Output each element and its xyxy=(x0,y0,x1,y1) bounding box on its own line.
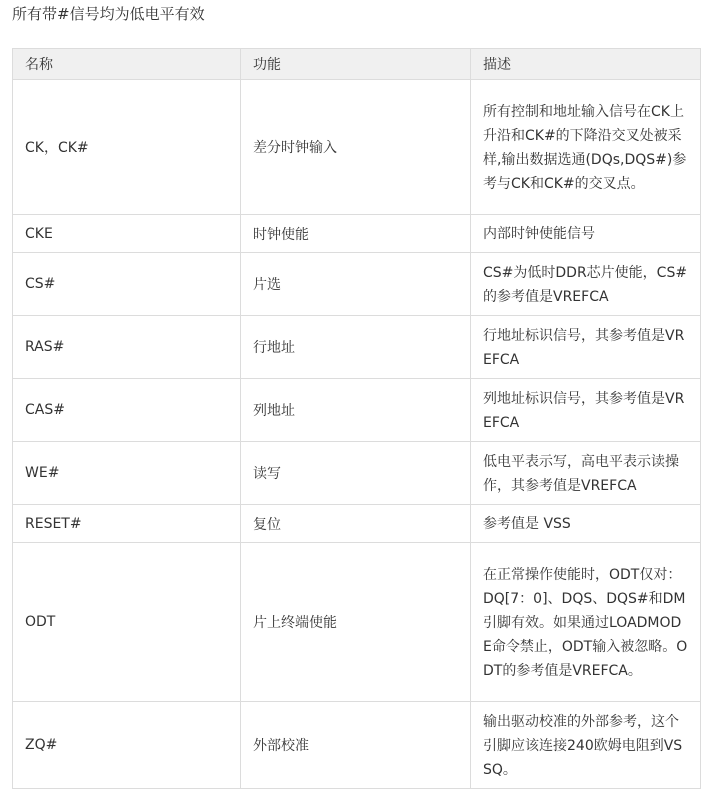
table-header-row xyxy=(13,49,701,80)
signal-name: RESET# xyxy=(13,505,241,543)
intro-text: 所有带#信号均为低电平有效 xyxy=(12,5,205,23)
header-name: 名称 xyxy=(13,49,241,80)
signal-description: 内部时钟使能信号 xyxy=(471,215,701,253)
signal-function: 片上终端使能 xyxy=(241,543,471,702)
signal-name: CKE xyxy=(13,215,241,253)
signal-name: RAS# xyxy=(13,316,241,379)
table-row xyxy=(13,702,701,789)
signal-description: 列地址标识信号，其参考值是VREFCA xyxy=(471,379,701,442)
table-row xyxy=(13,543,701,702)
signal-name: CK，CK# xyxy=(13,80,241,215)
signal-name: ZQ# xyxy=(13,702,241,789)
table-row xyxy=(13,215,701,253)
signal-description: 参考值是 VSS xyxy=(471,505,701,543)
signal-description: 在正常操作使能时，ODT仅对：DQ[7：0]、DQS、DQS#和DM引脚有效。如果通过LOADMODE命令禁止，ODT输入被忽略。ODT的参考值是VREFCA。 xyxy=(471,543,701,702)
signal-function: 读写 xyxy=(241,442,471,505)
header-function: 功能 xyxy=(241,49,471,80)
signal-name: ODT xyxy=(13,543,241,702)
signal-description: 低电平表示写，高电平表示读操作，其参考值是VREFCA xyxy=(471,442,701,505)
signal-table xyxy=(12,48,701,789)
signal-description: 所有控制和地址输入信号在CK上升沿和CK#的下降沿交叉处被采样,输出数据选通(DQs,DQS#)参考与CK和CK#的交叉点。 xyxy=(471,80,701,215)
signal-name: CAS# xyxy=(13,379,241,442)
table-row xyxy=(13,505,701,543)
table-row xyxy=(13,379,701,442)
signal-function: 差分时钟输入 xyxy=(241,80,471,215)
signal-description: CS#为低时DDR芯片使能，CS#的参考值是VREFCA xyxy=(471,253,701,316)
signal-function: 复位 xyxy=(241,505,471,543)
signal-function: 外部校准 xyxy=(241,702,471,789)
signal-function: 时钟使能 xyxy=(241,215,471,253)
signal-function: 行地址 xyxy=(241,316,471,379)
signal-function: 片选 xyxy=(241,253,471,316)
signal-function: 列地址 xyxy=(241,379,471,442)
signal-name: CS# xyxy=(13,253,241,316)
table-row xyxy=(13,80,701,215)
table-row xyxy=(13,442,701,505)
header-description: 描述 xyxy=(471,49,701,80)
table-row xyxy=(13,316,701,379)
table-row xyxy=(13,253,701,316)
signal-description: 行地址标识信号，其参考值是VREFCA xyxy=(471,316,701,379)
signal-description: 输出驱动校准的外部参考，这个引脚应该连接240欧姆电阻到VSSQ。 xyxy=(471,702,701,789)
signal-name: WE# xyxy=(13,442,241,505)
